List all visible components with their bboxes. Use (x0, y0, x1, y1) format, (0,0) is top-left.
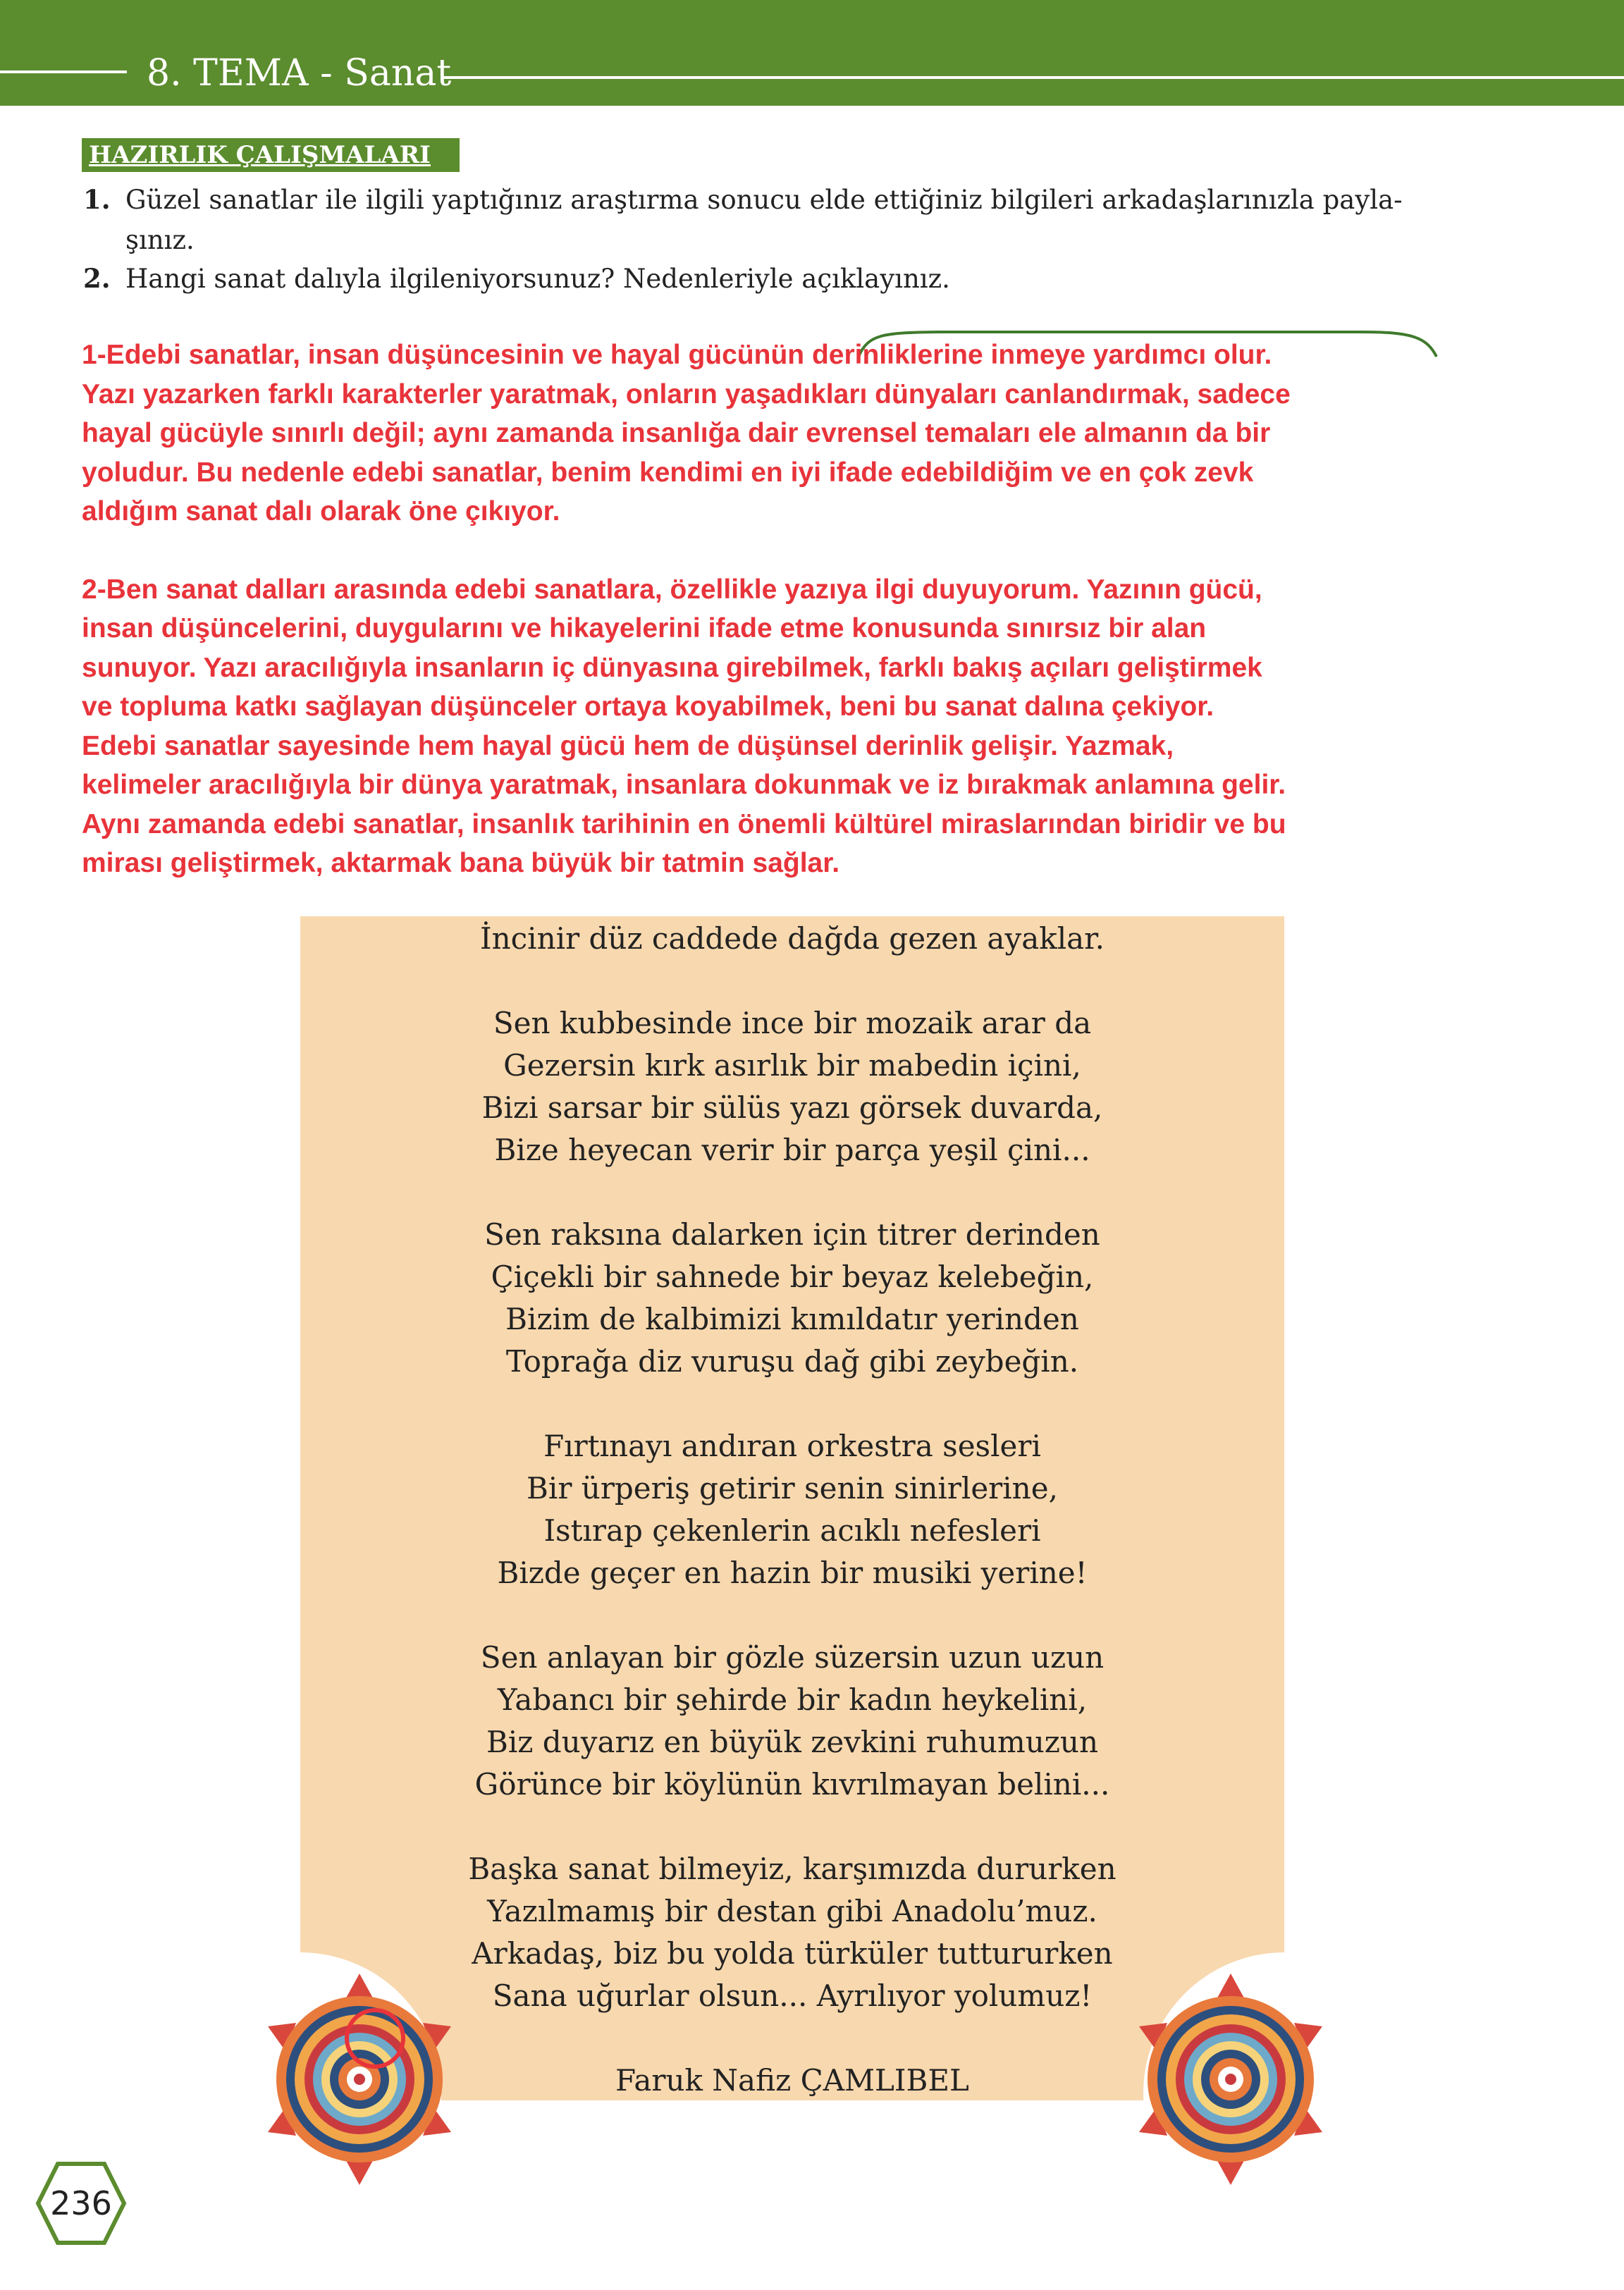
poem-line: Yabancı bir şehirde bir kadın heykelini, (497, 1682, 1088, 1717)
question-number: 2. (83, 263, 111, 294)
theme-title: 8. TEMA - Sanat (147, 52, 452, 94)
question-1 (83, 179, 1465, 221)
poem-line: Bir ürperiş getirir senin sinirlerine, (527, 1471, 1058, 1506)
answer-line: 2-Ben sanat dalları arasında edebi sanatlara, özellikle yazıya ilgi duyuyorum. Yazının gücü, (82, 574, 1262, 605)
poem-line: Çiçekli bir sahnede bir beyaz kelebeğin, (491, 1260, 1094, 1294)
poem-stanza-gap (300, 1594, 1284, 1637)
answers-block (82, 336, 1520, 883)
poem-author: Faruk Nafiz ÇAMLIBEL (615, 2063, 969, 2098)
poem-line: Başka sanat bilmeyiz, karşımızda dururken (468, 1852, 1116, 1886)
poem-line: Biz duyarız en büyük zevkini ruhumuzun (486, 1725, 1098, 1759)
poem-stanza-gap (300, 960, 1284, 1002)
question-text: Hangi sanat dalıyla ilgileniyorsunuz? Nedenleriyle açıklayınız. (125, 264, 950, 294)
poem-stanza-gap (300, 1806, 1284, 1848)
question-2 (83, 258, 1465, 300)
answer-line: Yazı yazarken farklı karakterler yaratmak, onların yaşadıkları dünyaları canlandırmak, sadece (82, 378, 1291, 410)
answer-line: yoludur. Bu nedenle edebi sanatlar, benim kendimi en iyi ifade edebildiğim ve en çok zevk (82, 457, 1254, 488)
answer-line: ve topluma katkı sağlayan düşünceler ortaya koyabilmek, beni bu sanat dalına çekiyor. (82, 691, 1214, 722)
poem-line: Sen anlayan bir gözle süzersin uzun uzun (480, 1640, 1105, 1675)
answer-line: Edebi sanatlar sayesinde hem hayal gücü hem de düşünsel derinlik gelişir. Yazmak, (82, 730, 1174, 761)
poem-line: Yazılmamış bir destan gibi Anadolu’muz. (487, 1894, 1097, 1928)
section-badge: HAZIRLIK ÇALIŞMALARI (82, 138, 460, 172)
question-text: Güzel sanatlar ile ilgili yaptığınız araştırma sonucu elde ettiğiniz bilgileri arkadaşlarınızla payla- (125, 185, 1403, 215)
poem-line: İncinir düz caddede dağda gezen ayaklar. (480, 921, 1105, 956)
poem-line: Bizi sarsar bir sülüs yazı görsek duvarda, (481, 1090, 1103, 1125)
question-1-continuation: şınız. (125, 225, 195, 255)
poem-stanza-gap (300, 1383, 1284, 1425)
answer-line: Aynı zamanda edebi sanatlar, insanlık tarihinin en önemli kültürel miraslarından biridir ve bu (82, 808, 1286, 839)
answer-line: hayal gücüyle sınırlı değil; aynı zamanda insanlığa dair evrensel temaları ele almanın da bir (82, 418, 1271, 448)
poem-line: Sen raksına dalarken için titrer derinden (484, 1217, 1100, 1252)
poem-line: Bizim de kalbimizi kımıldatır yerinden (505, 1302, 1079, 1336)
poem-line: Gezersin kırk asırlık bir mabedin içini, (503, 1048, 1081, 1083)
header-rule-right (441, 76, 1624, 79)
question-number: 1. (83, 184, 111, 215)
poem (300, 918, 1284, 2102)
answer-gap (82, 531, 1520, 570)
poem-stanza-gap (300, 2017, 1284, 2060)
header-rule-left (0, 70, 127, 73)
poem-line: Görünce bir köylünün kıvrılmayan belini... (474, 1767, 1110, 1802)
poem-line: Bizde geçer en hazin bir musiki yerine! (497, 1556, 1088, 1590)
answer-line: insan düşüncelerini, duygularını ve hikayelerini ifade etme konusunda sınırsız bir alan (82, 613, 1207, 644)
answer-line: sunuyor. Yazı aracılığıyla insanların iç dünyasına girebilmek, farklı bakış açıları geliştirmek (82, 652, 1262, 683)
poem-line: Istırap çekenlerin acıklı nefesleri (543, 1513, 1041, 1548)
answer-line: aldığım sanat dalı olarak öne çıkıyor. (82, 496, 560, 527)
page-number-badge (35, 2161, 127, 2246)
poem-line: Fırtınayı andıran orkestra sesleri (543, 1429, 1041, 1463)
poem-line: Sana uğurlar olsun... Ayrılıyor yolumuz! (492, 1978, 1093, 2013)
answer-line: mirası geliştirmek, aktarmak bana büyük bir tatmin sağlar. (82, 848, 840, 878)
poem-line: Toprağa diz vuruşu dağ gibi zeybeğin. (505, 1344, 1079, 1379)
answer-line: kelimeler aracılığıyla bir dünya yaratmak, insanlara dokunmak ve iz bırakmak anlamına gelir. (82, 770, 1286, 800)
poem-line: Sen kubbesinde ince bir mozaik arar da (493, 1006, 1092, 1040)
poem-line: Bize heyecan verir bir parça yeşil çini... (494, 1133, 1090, 1167)
poem-line: Arkadaş, biz bu yolda türküler tuttururken (472, 1936, 1113, 1971)
poem-stanza-gap (300, 1171, 1284, 1214)
page-number: 236 (50, 2184, 112, 2222)
answer-line: 1-Edebi sanatlar, insan düşüncesinin ve hayal gücünün derinliklerine inmeye yardımcı olur. (82, 340, 1272, 370)
